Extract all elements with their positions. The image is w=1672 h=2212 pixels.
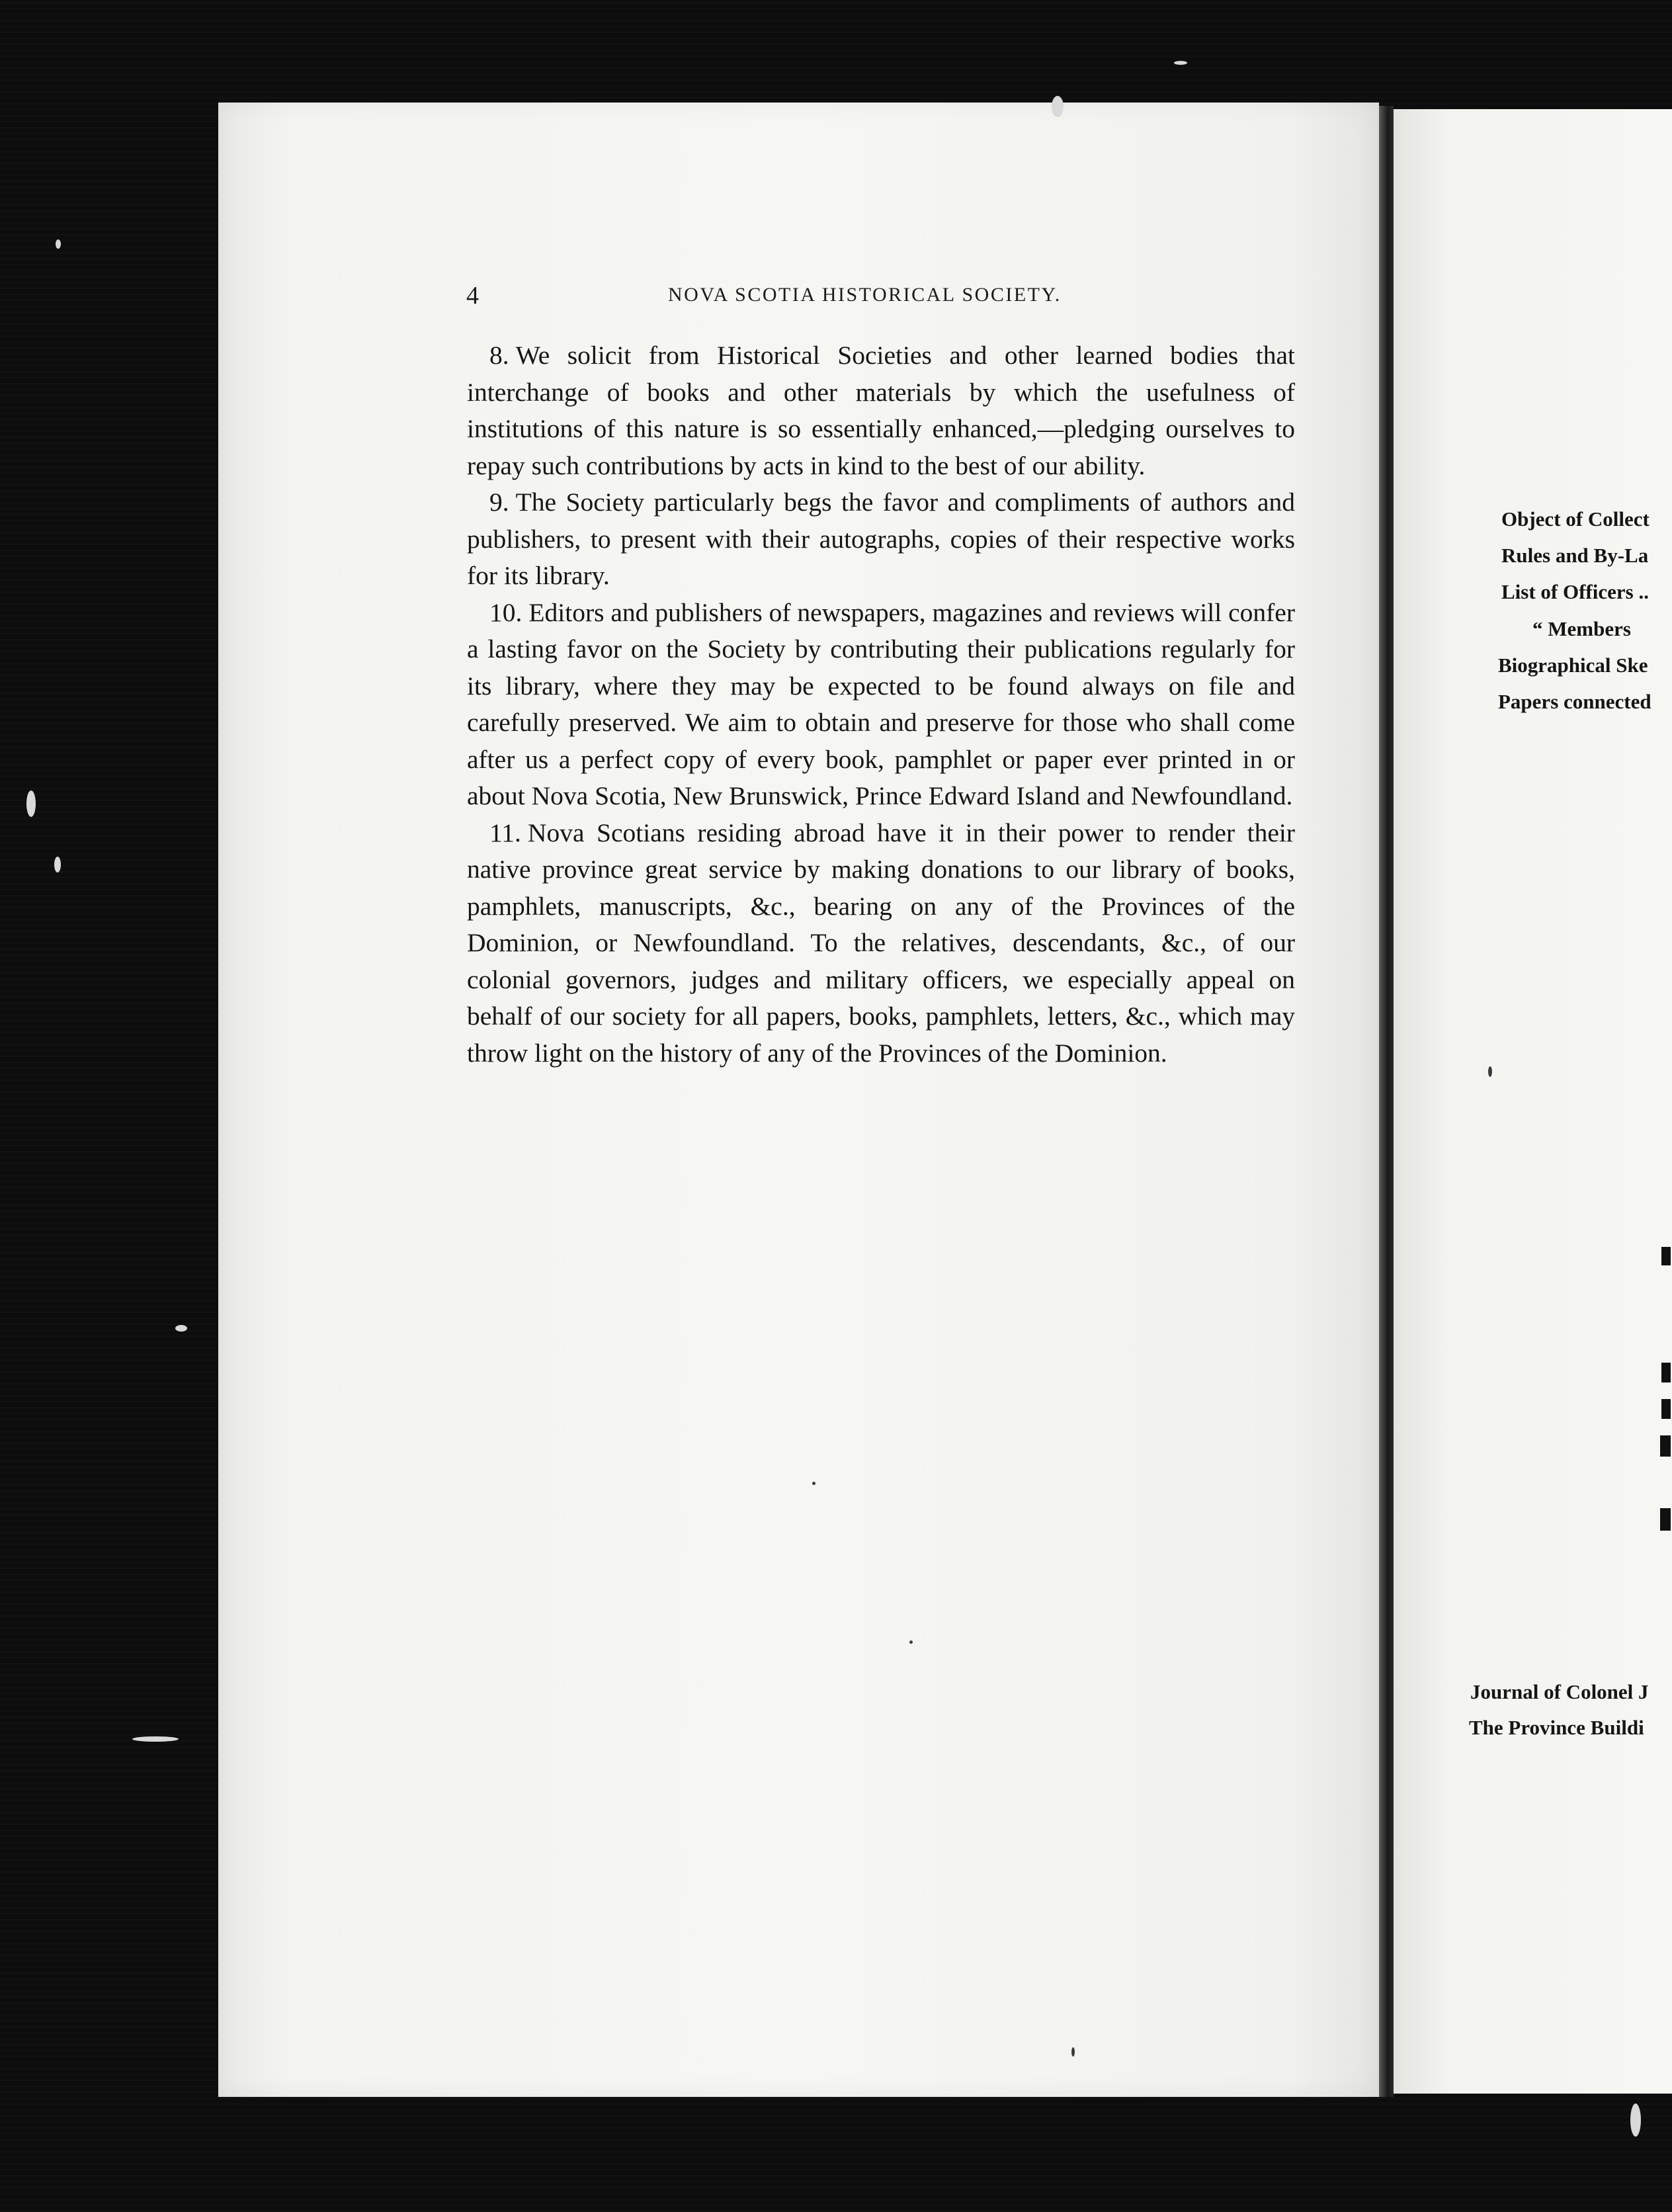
toc-fragment: Rules and By-La — [1501, 544, 1649, 567]
paragraph-text: The Society particularly begs the favor and compliments of authors and publishers, to present with their autographs, copies of their respective works for its library. — [467, 488, 1295, 590]
paragraph-number: 9. — [489, 488, 509, 517]
page-speck — [812, 1482, 815, 1485]
cut-off-glyph — [1661, 1247, 1671, 1265]
body-text — [467, 337, 1295, 1072]
dust-speck — [54, 857, 61, 872]
page-number: 4 — [466, 282, 479, 310]
toc-fragment: List of Officers .. — [1501, 580, 1649, 603]
cut-off-glyph — [1660, 1435, 1671, 1457]
toc-fragment: Biographical Ske — [1498, 654, 1648, 677]
page-speck — [1071, 2047, 1075, 2057]
paragraph-number: 10. — [489, 597, 522, 627]
paragraph-text: Editors and publishers of newspapers, magazines and reviews will confer a lasting favor on the Society by contributing their publications regularly for its library, where they may be expected to be found always on file and carefully preserved. We aim to obtain and preserve for those who shall come after us a perfect copy of every book, pamphlet or paper ever printed in or about Nova Scotia, New Brunswick, Prince Edward Island and Newfoundland. — [467, 597, 1295, 810]
paragraph-10 — [467, 595, 1295, 815]
cut-off-glyph — [1661, 1363, 1671, 1382]
page-speck — [1488, 1066, 1492, 1077]
paragraph-number: 8. — [489, 341, 509, 370]
paragraph-text: Nova Scotians residing abroad have it in their power to render their native province great service by making donations to our library of books, pamphlets, manuscripts, &c., bearing on any of the Provinces of the Dominion, or Newfoundland. To the relatives, descendants, &c., of our colonial governors, judges and military officers, we especially appeal on behalf of our society for all papers, books, pamphlets, letters, &c., which may throw light on the history of any of the Provinces of the Dominion. — [467, 818, 1295, 1068]
paragraph-8 — [467, 337, 1295, 484]
cut-off-glyph — [1661, 1399, 1671, 1419]
dust-speck — [1630, 2104, 1641, 2137]
toc-fragment: “ Members — [1532, 617, 1631, 640]
page-speck — [909, 1640, 913, 1644]
toc-fragment: Journal of Colonel J — [1470, 1680, 1649, 1703]
book-gutter — [1379, 106, 1394, 2097]
dust-speck — [132, 1736, 179, 1742]
dust-speck — [26, 790, 36, 817]
toc-fragment: The Province Buildi — [1469, 1716, 1644, 1739]
paragraph-number: 11. — [489, 818, 521, 847]
running-title: NOVA SCOTIA HISTORICAL SOCIETY. — [668, 284, 1062, 306]
paragraph-9 — [467, 484, 1295, 595]
cut-off-glyph — [1660, 1508, 1671, 1531]
dust-speck — [1174, 61, 1187, 65]
dust-speck — [1052, 96, 1064, 117]
dust-speck — [175, 1325, 187, 1332]
paragraph-text: We solicit from Historical Societies and other learned bodies that interchange of books and other materials by which the usefulness of institutions of this nature is so essentially enhanced,—pledging ourselves to repay such contributions by acts in kind to the best of our ability. — [467, 341, 1295, 480]
running-head — [466, 281, 1306, 308]
toc-fragment: Papers connected — [1498, 690, 1651, 713]
paragraph-11 — [467, 815, 1295, 1072]
dust-speck — [56, 239, 61, 249]
right-page-contents — [1394, 0, 1672, 2212]
toc-fragment: Object of Collect — [1501, 507, 1650, 531]
